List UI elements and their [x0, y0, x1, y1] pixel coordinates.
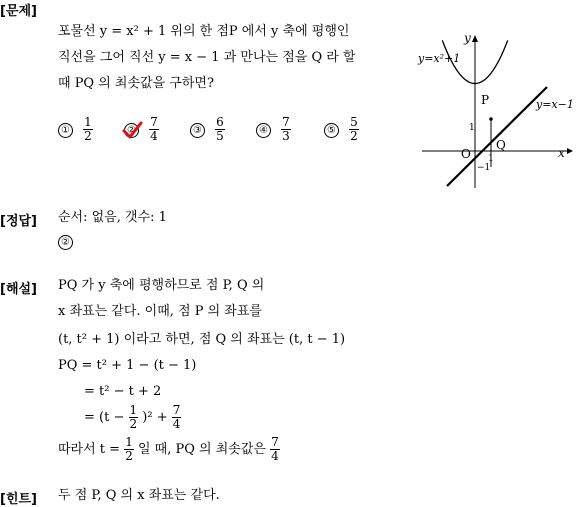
solution-line-4: PQ = t² + 1 − (t − 1): [58, 358, 197, 373]
choice-fraction: $\frac{6}{5}$: [216, 115, 224, 143]
neg-one-label: −1: [477, 163, 491, 173]
choice-fraction: $\frac{7}{4}$: [150, 115, 158, 143]
solution-line-7: 따라서 t = $\frac{1}{2}$ 일 때, PQ 의 최솟값은 $\frac{7}{4}$: [58, 435, 279, 463]
point-p: [489, 117, 493, 121]
choice-mark: ⑤: [324, 123, 339, 138]
choice-5[interactable]: [324, 116, 359, 143]
problem-tag: [문제]: [0, 4, 37, 19]
solution-line-6: = (t − $\frac{1}{2}$ )² + $\frac{7}{4}$: [84, 403, 181, 431]
problem-line-3: 때 PQ 의 최솟값을 구하면?: [58, 76, 214, 91]
problem-line-1: 포물선 y = x² + 1 위의 한 점P 에서 y 축에 평행인: [58, 24, 350, 39]
choice-fraction: $\frac{5}{2}$: [350, 115, 358, 143]
solution-line-5: = t² − t + 2: [84, 384, 162, 399]
choice-mark: ③: [190, 123, 205, 138]
checkmark-icon: [121, 120, 143, 142]
x-axis-label: x: [558, 146, 565, 160]
choice-fraction: $\frac{7}{3}$: [282, 115, 290, 143]
origin-label: O: [461, 147, 471, 161]
solution-line-2: x 좌표는 같다. 이때, 점 P 의 좌표를: [58, 304, 262, 319]
answer-line: 순서: 없음, 갯수: 1: [58, 210, 167, 225]
line-y-x-1: [447, 87, 547, 186]
y-axis-label: y: [464, 31, 471, 45]
hint-tag: [힌트]: [0, 492, 37, 507]
q-label: Q: [496, 138, 506, 152]
x-one-label: 1: [488, 154, 494, 164]
choice-mark: ①: [58, 123, 73, 138]
choice-2[interactable]: [124, 116, 159, 143]
p-label: P: [481, 93, 490, 107]
choice-mark: ②: [124, 123, 139, 138]
answer-tag: [정답]: [0, 214, 37, 229]
y-intercept-label: 1: [469, 123, 475, 133]
problem-line-2: 직선을 그어 직선 y = x − 1 과 만나는 점을 Q 라 할: [58, 50, 356, 65]
graph: [412, 30, 582, 190]
parabola-label: y=x²+1: [418, 52, 461, 65]
choice-3[interactable]: [190, 116, 225, 143]
choice-1[interactable]: [58, 116, 93, 143]
answer-choice: ②: [58, 234, 73, 250]
hint-line: 두 점 P, Q 의 x 좌표는 같다.: [58, 488, 220, 503]
line-label: y=x−1: [536, 98, 574, 111]
choice-fraction: $\frac{1}{2}$: [84, 115, 92, 143]
y-axis-arrow-icon: [472, 35, 478, 42]
x-axis-arrow-icon: [567, 148, 573, 154]
choice-4[interactable]: [256, 116, 291, 143]
solution-line-3: (t, t² + 1) 이라고 하면, 점 Q 의 좌표는 (t, t − 1): [58, 332, 346, 347]
choice-mark: ④: [256, 123, 271, 138]
solution-tag: [해설]: [0, 282, 37, 297]
solution-line-1: PQ 가 y 축에 평행하므로 점 P, Q 의: [58, 278, 265, 293]
